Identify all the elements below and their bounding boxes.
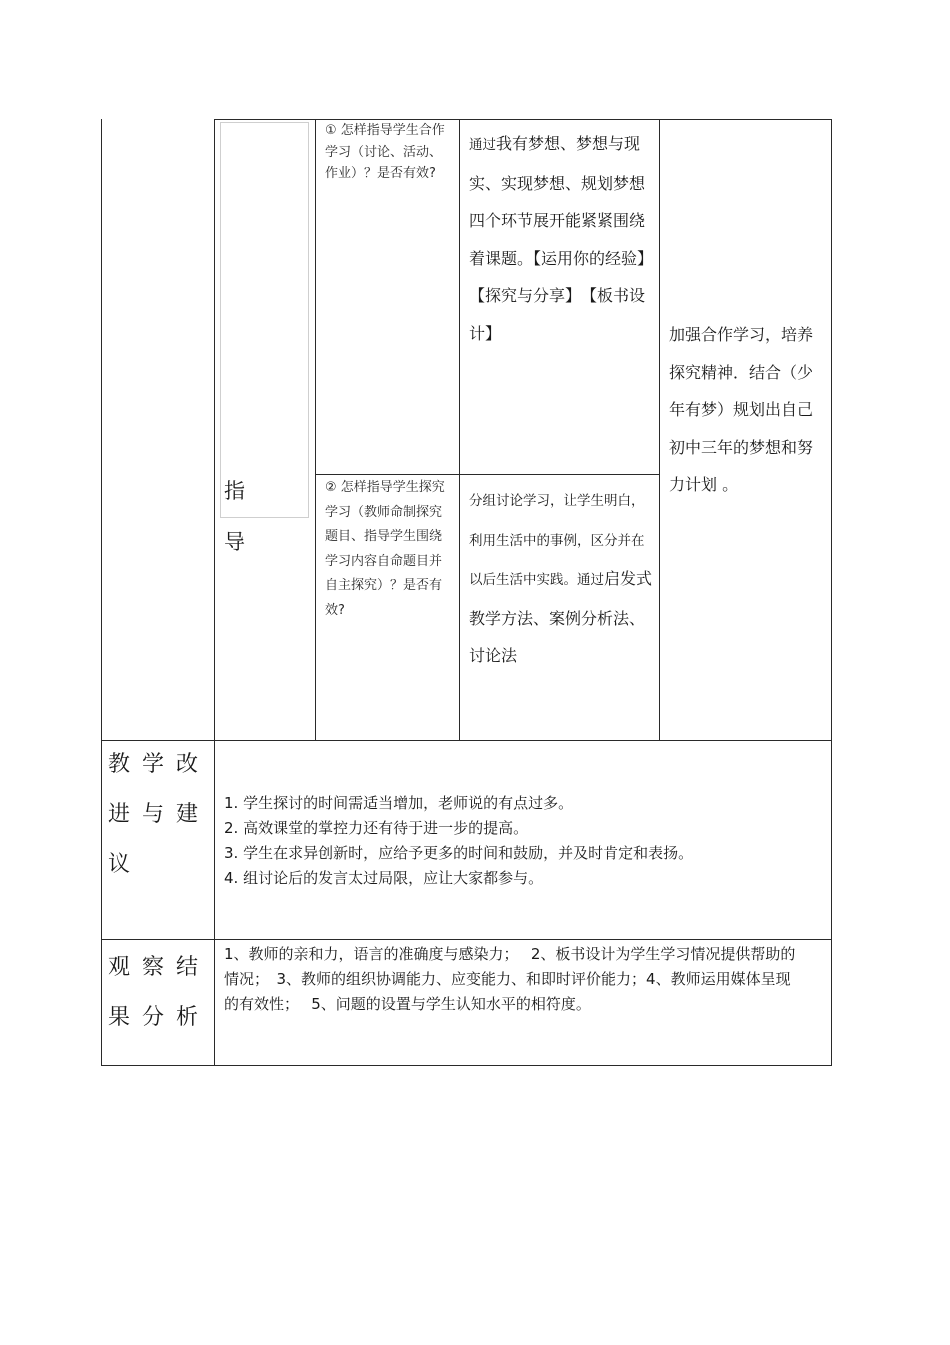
row-divider bbox=[101, 740, 832, 741]
guide-inner-box bbox=[220, 122, 309, 123]
improve-item-1: 1. 学生探讨的时间需适当增加，老师说的有点过多。 bbox=[224, 794, 574, 812]
improve-label-line-3: 议 bbox=[108, 852, 143, 877]
guide-inner-box bbox=[308, 122, 309, 518]
improve-item-4: 4. 组讨论后的发言太过局限，应让大家都参与。 bbox=[224, 869, 544, 887]
guide-label-char-2: 导 bbox=[224, 530, 245, 554]
improve-label-line-2: 进与建 bbox=[108, 802, 211, 827]
result-text: 1、教师的亲和力，语言的准确度与感染力； 2、板书设计为学生学习情况提供帮助的情况； 3、教师的组织协调能力、应变能力、和即时评价能力；4、教师运用媒体呈现的有效性； 5、问题的设置与学生认知水平的相符度。 bbox=[224, 945, 796, 1013]
column-divider bbox=[214, 119, 215, 1066]
answer-2 bbox=[469, 481, 653, 675]
column-divider bbox=[315, 119, 316, 740]
table-border-right bbox=[831, 119, 832, 1066]
row-divider bbox=[101, 939, 832, 940]
question-1: ① 怎样指导学生合作学习（讨论、活动、作业）？是否有效? bbox=[325, 123, 445, 181]
answer-1-prefix: 通过 bbox=[469, 137, 496, 153]
answer-1-text: 我有梦想、梦想与现实、实现梦想、规划梦想四个环节展开能紧紧围绕着课题。【运用你的经验】【探究与分享】 【板书设计】 bbox=[469, 134, 654, 343]
answer-2-small: 分组讨论学习，让学生明白，利用生活中的事例，区分并在以后生活中实践。通过 bbox=[469, 493, 645, 588]
answer-2-text: 启发式教学方法、案例分析法、讨论法 bbox=[469, 569, 653, 665]
table-border-bottom bbox=[101, 1065, 832, 1066]
guide-inner-box bbox=[220, 517, 309, 518]
question-2: ② 怎样指导学生探究学习（教师命制探究题目、指导学生围绕学习内容自命题目并自主探究）？是否有效? bbox=[325, 480, 445, 618]
row-divider bbox=[315, 474, 660, 475]
answer-1 bbox=[469, 125, 653, 352]
column-divider bbox=[659, 119, 660, 740]
column-divider bbox=[459, 119, 460, 740]
guide-label-char-1: 指 bbox=[224, 479, 245, 503]
improve-item-3: 3. 学生在求异创新时，应给予更多的时间和鼓励，并及时肯定和表扬。 bbox=[224, 844, 694, 862]
table-border-left bbox=[101, 119, 102, 1066]
guide-inner-box bbox=[220, 122, 221, 518]
improve-item-2: 2. 高效课堂的掌控力还有待于进一步的提高。 bbox=[224, 819, 529, 837]
suggestion-text: 加强合作学习，培养探究精神．结合（少年有梦）规划出自己初中三年的梦想和努力计划 。 bbox=[669, 325, 814, 494]
result-label-line-1: 观察结 bbox=[108, 955, 211, 980]
improve-label-line-1: 教学改 bbox=[108, 752, 211, 777]
table-border-top bbox=[214, 119, 832, 120]
result-label-line-2: 果分析 bbox=[108, 1005, 211, 1030]
